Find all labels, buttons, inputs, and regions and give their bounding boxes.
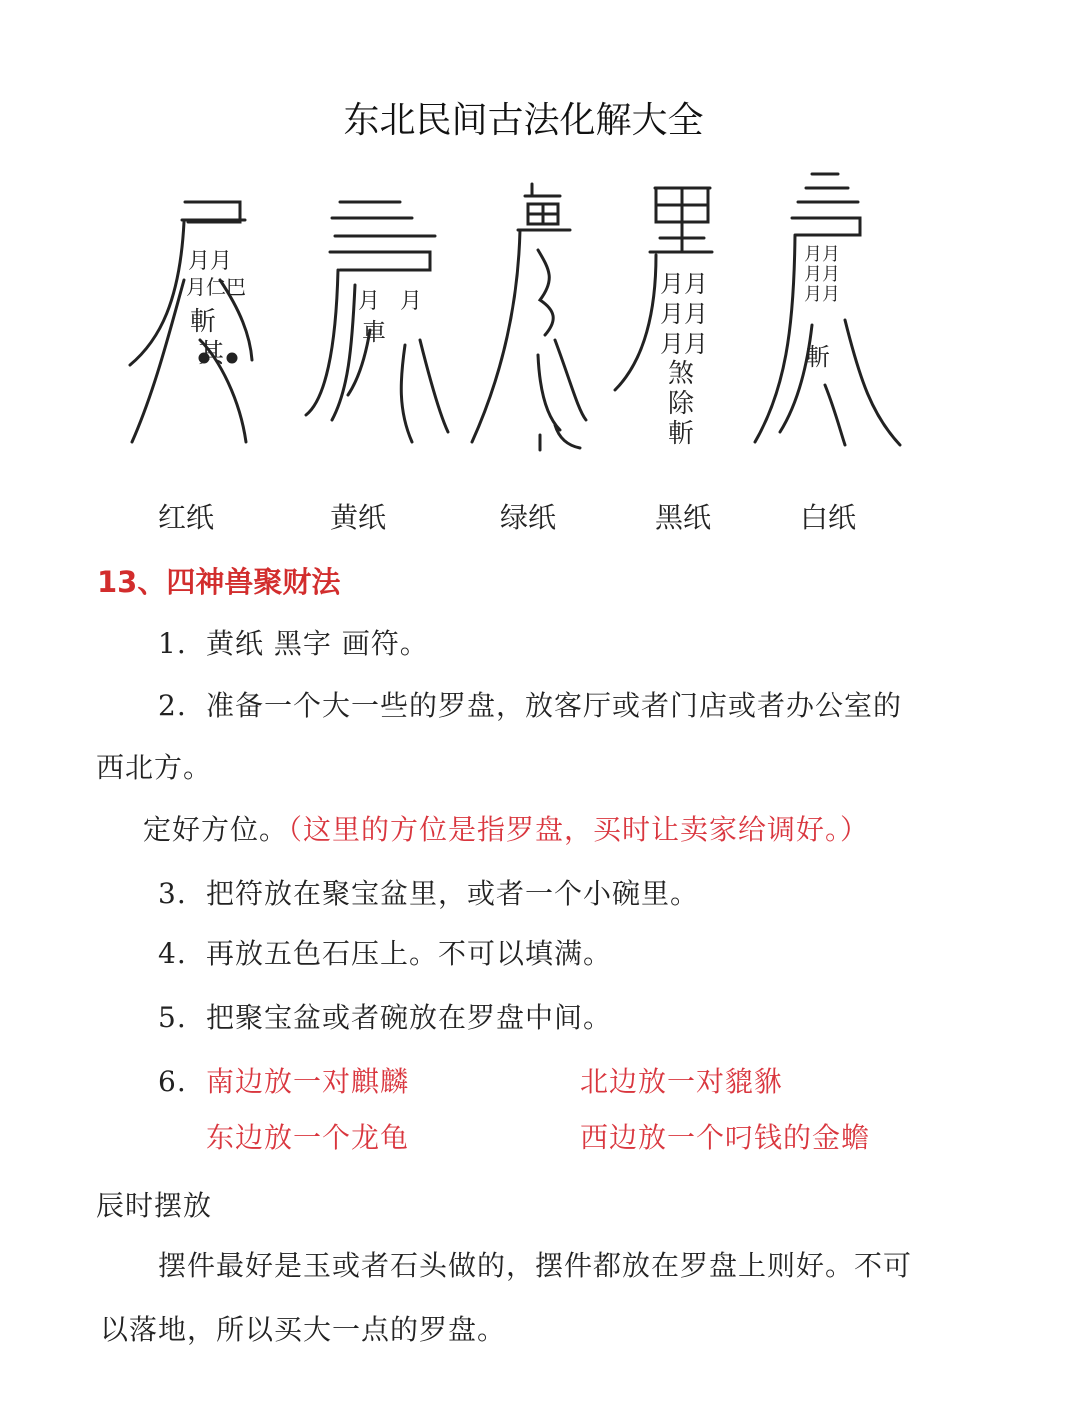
talisman-black (615, 188, 712, 449)
talisman-red-glyph-c: 斬 (190, 307, 217, 337)
talisman-black-glyph-e: 除 (668, 389, 695, 419)
paper-label-black: 黑纸 (655, 501, 712, 534)
talisman-white-glyph-a: 月月 (804, 244, 840, 265)
closing-line-1: 摆件最好是玉或者石头做的，摆件都放在罗盘上则好。不可 (158, 1249, 913, 1282)
step-1-number: 1. (158, 627, 187, 660)
step-6-number: 6. (158, 1065, 187, 1098)
talisman-yellow-glyph-a: 月 (358, 289, 381, 314)
page-title: 东北民间古法化解大全 (343, 100, 704, 141)
step-1-text: 黄纸 黑字 画符。 (206, 627, 429, 660)
step-6-north: 北边放一对貔貅 (580, 1065, 784, 1098)
talisman-black-glyph-c: 月月 (660, 330, 708, 358)
talisman-black-glyph-b: 月月 (660, 300, 708, 328)
talisman-illustrations (100, 160, 960, 460)
talisman-green (472, 184, 586, 450)
step-6-south: 南边放一对麒麟 (206, 1065, 410, 1098)
talisman-black-glyph-f: 斬 (668, 419, 695, 449)
talisman-red-glyph-d: 其 (198, 339, 225, 369)
talisman-white-glyph-d: 斬 (806, 343, 830, 371)
step-6-west: 西边放一个叼钱的金蟾 (580, 1121, 871, 1154)
step-3 (158, 872, 699, 912)
step-5-text: 把聚宝盆或者碗放在罗盘中间。 (206, 1001, 613, 1034)
step-3-number: 3. (158, 877, 187, 910)
paper-label-red: 红纸 (158, 501, 215, 534)
step-5 (158, 996, 612, 1036)
step-6 (158, 1060, 409, 1100)
talisman-drawing (100, 160, 960, 460)
step-4 (158, 932, 612, 972)
talisman-red (130, 202, 252, 442)
step-4-number: 4. (158, 937, 187, 970)
step-3-text: 把符放在聚宝盆里，或者一个小碗里。 (206, 877, 700, 910)
step-4-text: 再放五色石压上。不可以填满。 (206, 937, 613, 970)
talisman-red-glyph-b: 月仁巴 (186, 275, 246, 299)
talisman-black-glyph-a: 月月 (660, 270, 708, 298)
section-title: 13、四神兽聚财法 (97, 565, 341, 599)
orientation-text: 定好方位。 (143, 813, 289, 846)
talisman-black-glyph-d: 煞 (668, 359, 695, 389)
talisman-yellow-glyph-c: 車 (362, 318, 386, 346)
paper-label-white: 白纸 (800, 501, 857, 534)
step-6-east: 东边放一个龙龟 (206, 1121, 410, 1154)
step-2-number: 2. (158, 689, 187, 722)
orientation-note: （这里的方位是指罗盘，买时让卖家给调好。） (288, 813, 870, 846)
closing-line-2: 以落地，所以买大一点的罗盘。 (100, 1313, 507, 1346)
talisman-red-glyph-a: 月月 (188, 249, 233, 274)
talisman-white (755, 174, 900, 445)
step-5-number: 5. (158, 1001, 187, 1034)
step-2-orientation (143, 808, 869, 848)
step-1 (158, 622, 429, 662)
step-2-text: 准备一个大一些的罗盘，放客厅或者门店或者办公室的 (206, 689, 903, 722)
talisman-white-glyph-b: 月月 (804, 264, 840, 285)
paper-label-green: 绿纸 (500, 501, 557, 534)
time-note: 辰时摆放 (96, 1189, 213, 1222)
talisman-yellow-glyph-b: 月 (400, 289, 423, 314)
paper-label-yellow: 黄纸 (330, 501, 387, 534)
step-2-continued: 西北方。 (96, 751, 213, 784)
step-2 (158, 684, 902, 724)
talisman-yellow (306, 202, 448, 442)
talisman-white-glyph-c: 月月 (804, 284, 840, 305)
